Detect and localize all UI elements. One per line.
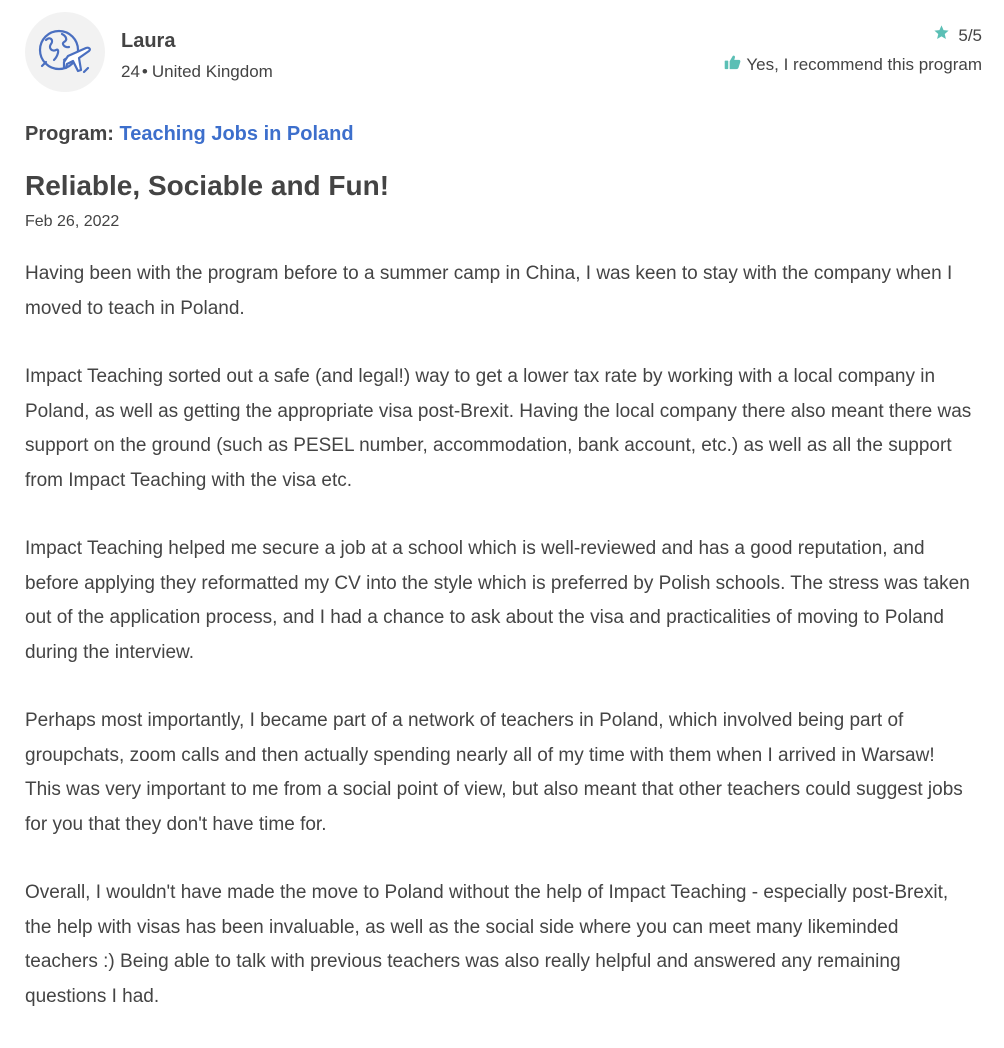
review-date: Feb 26, 2022 [25,213,120,230]
rating [933,24,982,47]
star-icon [933,24,958,47]
review-paragraph: Impact Teaching sorted out a safe (and legal!) way to get a lower tax rate by working with a local company in Poland, as well as getting the appropriate visa post-Brexit. Having the local company there also meant there was support on the ground (such as PESEL number, accommodation, bank account, etc.) as well as all the support from Impact Teaching with the visa etc. [25,366,972,491]
recommendation [724,54,982,76]
review-paragraph: Overall, I wouldn't have made the move to Poland without the help of Impact Teaching - especially post-Brexit, the help with visas has been invaluable, as well as the social side where you can meet many likeminded teachers :) Being able to talk with previous teachers was also really helpful and answered any remaining questions I had. [25,882,949,1007]
reviewer-age: 24 [121,62,140,81]
reviewer-meta [121,61,273,83]
review-paragraph: Impact Teaching helped me secure a job at a school which is well-reviewed and has a good reputation, and before applying they reformatted my CV into the style which is preferred by Polish schools. The stress was taken out of the application process, and I had a chance to ask about the visa and practicalities of moving to Poland during the interview. [25,538,970,663]
globe-plane-icon [34,22,96,83]
avatar [25,12,105,92]
meta-separator: • [141,62,148,81]
review-paragraph: Perhaps most importantly, I became part of a network of teachers in Poland, which involved being part of groupchats, zoom calls and then actually spending nearly all of my time with them when I arrived in Warsaw! This was very important to me from a social point of view, but also meant that other teachers could suggest jobs for you that they don't have time for. [25,710,963,835]
program-link[interactable]: Teaching Jobs in Poland [119,123,354,145]
thumbs-up-icon [724,54,746,76]
review-body [25,257,975,1048]
review-paragraph: Having been with the program before to a summer camp in China, I was keen to stay with the company when I moved to teach in Poland. [25,263,953,319]
program-label: Program: [25,123,114,145]
reviewer-name: Laura [121,30,176,52]
review-title: Reliable, Sociable and Fun! [25,170,390,201]
review-header [0,0,1004,100]
program-line [25,122,354,146]
recommend-text: Yes, I recommend this program [746,55,982,74]
reviewer-country: United Kingdom [151,62,273,81]
rating-value: 5/5 [958,25,982,45]
